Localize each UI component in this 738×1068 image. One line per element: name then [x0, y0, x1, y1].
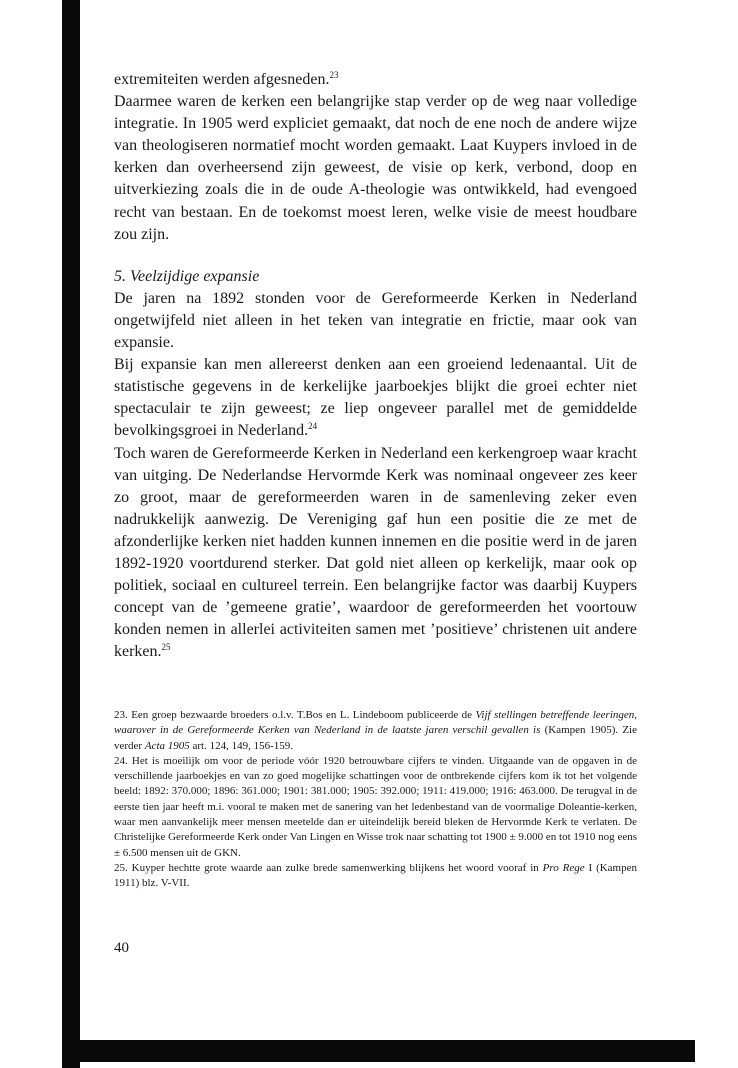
paragraph: Bij expansie kan men allereerst denken aan een groeiend ledenaantal. Uit de statistische gegevens in de kerkelijke jaarboekjes blijkt die groei echter niet spectaculair te zijn geweest; ze liep ongeveer parallel met de gemiddelde bevolkingsgroei in Nederland.$^{24}$: [114, 356, 637, 440]
page-number: 40: [114, 940, 129, 956]
scan-left-border: [62, 0, 80, 1068]
footnote-23: 23. Een groep bezwaarde broeders o.l.v. T.Bos en L. Lindeboom publiceerde de Vijf stellingen betreffende leeringen, waarover in de Gereformeerde Kerken van Nederland in de laatste jaren verschil gevallen is (Kampen 1905). Zie verder Acta 1905 art. 124, 149, 156-159.: [114, 709, 638, 752]
footnotes: [114, 708, 637, 892]
footnote-ref[interactable]: 24: [308, 421, 318, 432]
footnote-ref[interactable]: 23: [329, 70, 339, 80]
footnote-24: 24. Het is moeilijk om voor de periode vóór 1920 betrouwbare cijfers te vinden. Uitgaande van de opgaven in de verschillende jaarboekjes en van zo goed mogelijke schattingen voor de ontbrekende cijfers kom ik tot het volgende beeld: 1892: 370.000; 1896: 361.000; 1901: 381.000; 1905: 392.000; 1911: 419.000; 1916: 463.000. De terugval in de eerste tien jaar heeft m.i. vooral te maken met de sanering van het ledenbestand van de voormalige Doleantie-kerken, waar men aanvankelijk meer mensen meetelde dan er uiteindelijk bereid bleken de Hervormde Kerk te verlaten. De Christelijke Gereformeerde Kerk onder Van Lingen en Wisse trok naar schatting tot 1900 ± 9.000 en tot 1910 nog eens ± 6.500 mensen uit de GKN.: [114, 754, 637, 859]
scan-bottom-border: [62, 1040, 695, 1062]
footnote-ref[interactable]: 25: [161, 642, 171, 653]
paragraph: Toch waren de Gereformeerde Kerken in Nederland een kerkengroep waar kracht van uitging. De Nederlandse Hervormde Kerk was nominaal ongeveer zes keer zo groot, maar de gereformeerden waren in de samenleving zeker even nadrukkelijk aanwezig. De Vereniging gaf hun een positie die ze met de afzonderlijke kerken niet hadden kunnen innemen en die positie werd in de jaren 1892-1920 voortdurend sterker. Dat gold niet alleen op kerkelijk, maar ook op politiek, sociaal en cultureel terrein. Een belangrijke factor was daarbij Kuypers concept van de ’gemeene gratie’, waardoor de gereformeerden het voortouw konden nemen in allerlei activiteiten samen met ’positieve’ christenen uit andere kerken.$^{25}$: [114, 444, 637, 661]
paragraph: De jaren na 1892 stonden voor de Gereformeerde Kerken in Nederland ongetwijfeld niet alleen in het teken van integratie en frictie, maar ook van expansie.: [114, 289, 637, 352]
body-text: [114, 69, 637, 663]
section-heading: 5. Veelzijdige expansie: [114, 267, 260, 285]
footnote-25: 25. Kuyper hechtte grote waarde aan zulke brede samenwerking blijkens het woord vooraf in Pro Rege I (Kampen 1911) blz. V-VII.: [114, 861, 638, 890]
paragraph: Daarmee waren de kerken een belangrijke stap verder op de weg naar volledige integratie. In 1905 werd expliciet gemaakt, dat noch de ene noch de andere wijze van theologiseren normatief mocht worden gemaakt. Laat Kuypers invloed in de kerken dan overheersend zijn geweest, de visie op kerk, verbond, doop en uitverkiezing zoals die in de oude A-theologie was ontwikkeld, had evengoed recht van bestaan. En de toekomst moest leren, welke visie de meest houdbare zou zijn.: [114, 93, 637, 243]
paragraph: extremiteiten werden afgesneden.$^{23}$: [114, 70, 339, 88]
